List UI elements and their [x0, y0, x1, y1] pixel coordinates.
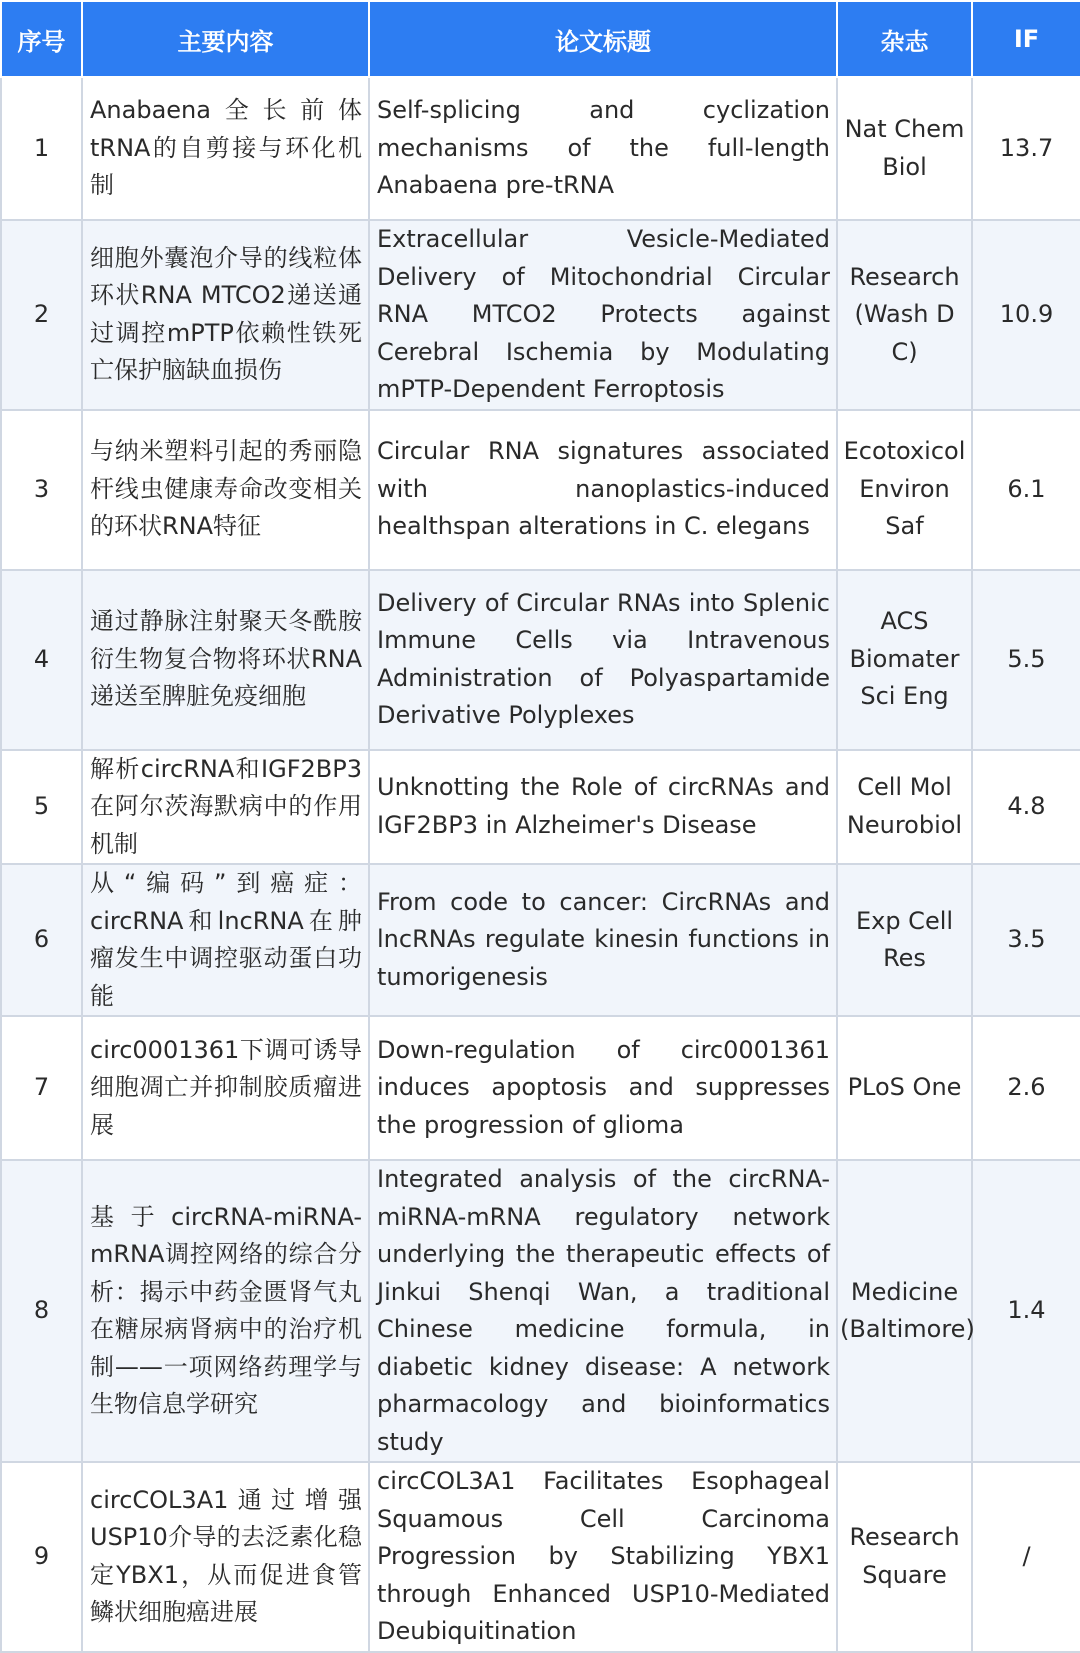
row-num: 6 — [1, 864, 82, 1016]
table-row — [1, 1462, 1080, 1652]
row-if: 5.5 — [972, 570, 1080, 750]
table-row — [1, 410, 1080, 570]
row-if: 1.4 — [972, 1160, 1080, 1462]
row-content: 基于circRNA-miRNA-mRNA调控网络的综合分析：揭示中药金匮肾气丸在糖尿病肾病中的治疗机制——一项网络药理学与生物信息学研究 — [82, 1160, 369, 1462]
row-num: 9 — [1, 1462, 82, 1652]
table-row — [1, 864, 1080, 1016]
row-journal: ACS Biomater Sci Eng — [837, 570, 972, 750]
row-if: 4.8 — [972, 750, 1080, 865]
row-title: Unknotting the Role of circRNAs and IGF2BP3 in Alzheimer's Disease — [369, 750, 837, 865]
row-title: circCOL3A1 Facilitates Esophageal Squamous Cell Carcinoma Progression by Stabilizing YBX1 through Enhanced USP10-Mediated Deubiquitination — [369, 1462, 837, 1652]
row-num: 5 — [1, 750, 82, 865]
row-title: Extracellular Vesicle-Mediated Delivery of Mitochondrial Circular RNA MTCO2 Protects against Cerebral Ischemia by Modulating mPTP-Dependent Ferroptosis — [369, 220, 837, 410]
header-num: 序号 — [1, 1, 82, 77]
row-title: Self-splicing and cyclization mechanisms of the full-length Anabaena pre-tRNA — [369, 77, 837, 220]
header-content: 主要内容 — [82, 1, 369, 77]
table-row — [1, 1016, 1080, 1160]
row-journal: Research (Wash D C) — [837, 220, 972, 410]
row-journal: Research Square — [837, 1462, 972, 1652]
row-content: Anabaena全长前体tRNA的自剪接与环化机制 — [82, 77, 369, 220]
table-row — [1, 77, 1080, 220]
table-row — [1, 570, 1080, 750]
row-title: Integrated analysis of the circRNA-miRNA-mRNA regulatory network underlying the therapeutic effects of Jinkui Shenqi Wan, a traditional Chinese medicine formula, in diabetic kidney disease: A network pharmacology and bioinformatics study — [369, 1160, 837, 1462]
row-if: / — [972, 1462, 1080, 1652]
row-journal: PLoS One — [837, 1016, 972, 1160]
row-title: From code to cancer: CircRNAs and lncRNAs regulate kinesin functions in tumorigenesis — [369, 864, 837, 1016]
header-title: 论文标题 — [369, 1, 837, 77]
row-if: 6.1 — [972, 410, 1080, 570]
header-if: IF — [972, 1, 1080, 77]
row-if: 2.6 — [972, 1016, 1080, 1160]
row-title: Delivery of Circular RNAs into Splenic Immune Cells via Intravenous Administration of Polyaspartamide Derivative Polyplexes — [369, 570, 837, 750]
row-num: 2 — [1, 220, 82, 410]
row-content: 通过静脉注射聚天冬酰胺衍生物复合物将环状RNA递送至脾脏免疫细胞 — [82, 570, 369, 750]
row-journal: Cell Mol Neurobiol — [837, 750, 972, 865]
header-row — [1, 1, 1080, 77]
row-title: Circular RNA signatures associated with nanoplastics-induced healthspan alterations in C. elegans — [369, 410, 837, 570]
row-content: 从“编码”到癌症：circRNA和lncRNA在肿瘤发生中调控驱动蛋白功能 — [82, 864, 369, 1016]
row-content: circCOL3A1通过增强USP10介导的去泛素化稳定YBX1，从而促进食管鳞状细胞癌进展 — [82, 1462, 369, 1652]
row-content: 细胞外囊泡介导的线粒体环状RNA MTCO2递送通过调控mPTP依赖性铁死亡保护脑缺血损伤 — [82, 220, 369, 410]
row-if: 3.5 — [972, 864, 1080, 1016]
table-row — [1, 1160, 1080, 1462]
row-content: 与纳米塑料引起的秀丽隐杆线虫健康寿命改变相关的环状RNA特征 — [82, 410, 369, 570]
table-row — [1, 220, 1080, 410]
row-content: 解析circRNA和IGF2BP3在阿尔茨海默病中的作用机制 — [82, 750, 369, 865]
row-num: 4 — [1, 570, 82, 750]
row-num: 7 — [1, 1016, 82, 1160]
row-title: Down-regulation of circ0001361 induces apoptosis and suppresses the progression of glioma — [369, 1016, 837, 1160]
row-if: 10.9 — [972, 220, 1080, 410]
table-row — [1, 750, 1080, 865]
header-journal: 杂志 — [837, 1, 972, 77]
row-journal: Medicine (Baltimore) — [837, 1160, 972, 1462]
row-journal: Nat Chem Biol — [837, 77, 972, 220]
row-if: 13.7 — [972, 77, 1080, 220]
row-num: 8 — [1, 1160, 82, 1462]
row-num: 1 — [1, 77, 82, 220]
row-journal: Exp Cell Res — [837, 864, 972, 1016]
row-content: circ0001361下调可诱导细胞凋亡并抑制胶质瘤进展 — [82, 1016, 369, 1160]
row-journal: Ecotoxicol Environ Saf — [837, 410, 972, 570]
row-num: 3 — [1, 410, 82, 570]
